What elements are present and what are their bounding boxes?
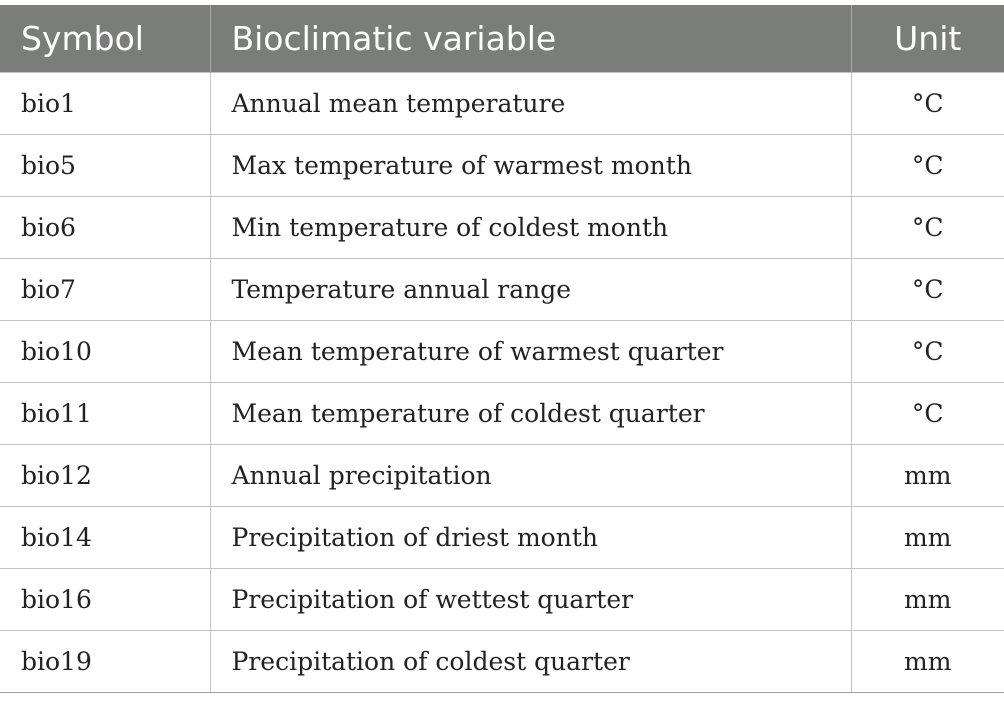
cell-unit: °C: [851, 320, 1004, 382]
bioclimatic-variables-table-container: [0, 5, 1004, 693]
cell-variable: Min temperature of coldest month: [210, 196, 851, 258]
table-row: [0, 320, 1004, 382]
cell-unit: mm: [851, 444, 1004, 506]
cell-variable: Mean temperature of coldest quarter: [210, 382, 851, 444]
table-row: [0, 134, 1004, 196]
cell-unit: °C: [851, 196, 1004, 258]
cell-symbol: bio5: [0, 134, 210, 196]
cell-symbol: bio7: [0, 258, 210, 320]
table-row: [0, 72, 1004, 134]
cell-unit: °C: [851, 258, 1004, 320]
cell-symbol: bio16: [0, 568, 210, 630]
header-unit: Unit: [851, 5, 1004, 72]
table-row: [0, 630, 1004, 692]
cell-variable: Precipitation of driest month: [210, 506, 851, 568]
table-row: [0, 258, 1004, 320]
cell-symbol: bio19: [0, 630, 210, 692]
table-row: [0, 506, 1004, 568]
cell-unit: mm: [851, 630, 1004, 692]
cell-unit: °C: [851, 72, 1004, 134]
table-header: [0, 5, 1004, 72]
table-row: [0, 444, 1004, 506]
cell-variable: Annual precipitation: [210, 444, 851, 506]
header-row: [0, 5, 1004, 72]
cell-symbol: bio10: [0, 320, 210, 382]
table-body: [0, 72, 1004, 692]
cell-variable: Mean temperature of warmest quarter: [210, 320, 851, 382]
cell-symbol: bio11: [0, 382, 210, 444]
cell-variable: Max temperature of warmest month: [210, 134, 851, 196]
table-row: [0, 382, 1004, 444]
cell-variable: Annual mean temperature: [210, 72, 851, 134]
table-row: [0, 196, 1004, 258]
cell-variable: Precipitation of coldest quarter: [210, 630, 851, 692]
cell-unit: mm: [851, 568, 1004, 630]
cell-variable: Temperature annual range: [210, 258, 851, 320]
cell-unit: mm: [851, 506, 1004, 568]
cell-unit: °C: [851, 134, 1004, 196]
cell-symbol: bio12: [0, 444, 210, 506]
cell-symbol: bio6: [0, 196, 210, 258]
header-bioclimatic-variable: Bioclimatic variable: [210, 5, 851, 72]
cell-symbol: bio1: [0, 72, 210, 134]
bioclimatic-variables-table: [0, 5, 1004, 693]
cell-symbol: bio14: [0, 506, 210, 568]
header-symbol: Symbol: [0, 5, 210, 72]
cell-variable: Precipitation of wettest quarter: [210, 568, 851, 630]
table-row: [0, 568, 1004, 630]
cell-unit: °C: [851, 382, 1004, 444]
